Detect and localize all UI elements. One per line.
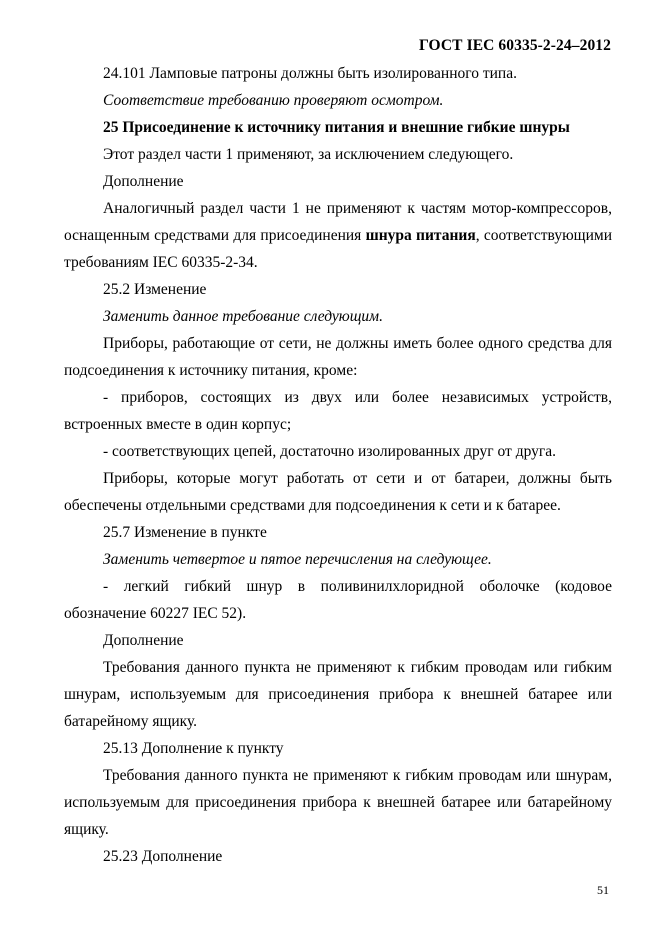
- addition-label: Дополнение: [103, 173, 184, 190]
- list-item: - легкий гибкий шнур в поливинилхлоридной оболочке (кодовое обозначение 60227 IEC 52).: [64, 578, 612, 622]
- page-number: 51: [597, 883, 609, 897]
- replace-note: Заменить данное требование следующим.: [103, 308, 383, 325]
- mains-paragraph: Приборы, работающие от сети, не должны иметь более одного средства для подсоединения к источнику питания, кроме:: [64, 335, 612, 379]
- document-header: ГОСТ IEC 60335-2-24–2012: [418, 37, 611, 54]
- addition-text-bold: шнура питания: [365, 227, 476, 244]
- addition-label: Дополнение: [103, 632, 184, 649]
- clause-25-2: 25.2 Изменение: [103, 281, 207, 298]
- document-body: [64, 60, 612, 870]
- clause-25-7: 25.7 Изменение в пункте: [103, 524, 267, 541]
- clause-24-101: 24.101 Ламповые патроны должны быть изолированного типа.: [103, 65, 517, 82]
- clause-25-13-text: Требования данного пункта не применяют к гибким проводам или шнурам, используемым для присоединения прибора к внешней батарее или батарейному ящику.: [64, 767, 612, 838]
- clause-25-13: 25.13 Дополнение к пункту: [103, 740, 284, 757]
- clause-25-23: 25.23 Дополнение: [103, 848, 223, 865]
- addition-paragraph: [64, 195, 612, 276]
- replace-enumeration-note: Заменить четвертое и пятое перечисления на следующее.: [103, 551, 492, 568]
- section-25-heading: 25 Присоединение к источнику питания и внешние гибкие шнуры: [103, 119, 570, 136]
- section-intro: Этот раздел части 1 применяют, за исключением следующего.: [103, 146, 514, 163]
- addition-text-before: Аналогичный раздел части 1 не применяют к частям мотор-компрессоров, оснащенным средствами для присоединения: [64, 200, 612, 244]
- battery-paragraph: Приборы, которые могут работать от сети и от батареи, должны быть обеспечены отдельными средствами для подсоединения к сети и к батарее.: [64, 470, 612, 514]
- list-item: - приборов, состоящих из двух или более независимых устройств, встроенных вместе в один корпус;: [64, 389, 612, 433]
- addition-paragraph: Требования данного пункта не применяют к гибким проводам или гибким шнурам, используемым для присоединения прибора к внешней батарее или батарейному ящику.: [64, 659, 612, 730]
- addition-text-after: , соответствующими требованиям IEC 60335-2-34.: [64, 227, 612, 271]
- list-item: - соответствующих цепей, достаточно изолированных друг от друга.: [103, 443, 556, 460]
- compliance-note: Соответствие требованию проверяют осмотром.: [103, 92, 444, 109]
